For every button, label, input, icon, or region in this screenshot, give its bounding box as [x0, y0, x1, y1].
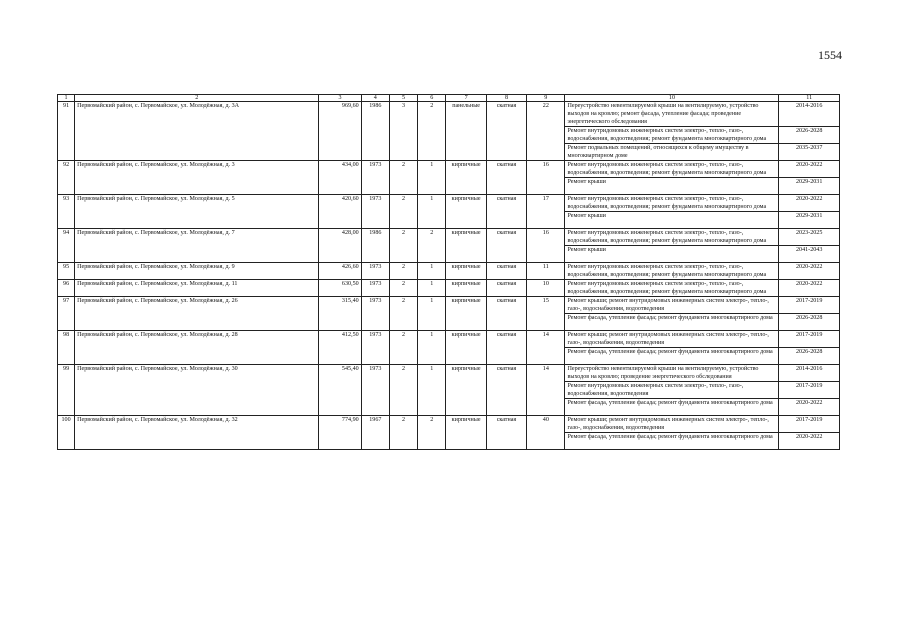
- area-cell: 428,00: [319, 229, 361, 263]
- entrances-cell: 2: [418, 102, 446, 161]
- roof-type-cell: скатная: [486, 195, 526, 229]
- wall-material-cell: кирпичные: [446, 365, 486, 416]
- wall-material-cell: панельные: [446, 102, 486, 161]
- table-row: [58, 365, 840, 382]
- repair-period-cell: 2026-2028: [779, 314, 840, 331]
- apartments-cell: 15: [527, 297, 565, 331]
- repair-period-cell: 2014-2016: [779, 102, 840, 127]
- floors-cell: 2: [389, 365, 417, 416]
- year-cell: 1973: [361, 297, 389, 331]
- area-cell: 545,40: [319, 365, 361, 416]
- repair-work-cell: Переустройство невентилируемой крыши на вентилируемую, устройство выходов на кровлю; проведение энергетического обследования: [565, 365, 779, 382]
- address-cell: Первомайский район, с. Первомайское, ул. Молодёжная, д. 28: [75, 331, 319, 365]
- column-number: 9: [527, 95, 565, 102]
- repair-work-cell: Ремонт крыши: [565, 246, 779, 263]
- repair-work-cell: Ремонт внутридомовых инженерных систем электро-, тепло-, газо-, водоснабжения, водоотведения; ремонт фундамента многоквартирного дома: [565, 229, 779, 246]
- column-number-row: [58, 95, 840, 102]
- row-number-cell: 95: [58, 263, 75, 280]
- wall-material-cell: кирпичные: [446, 416, 486, 450]
- roof-type-cell: скатная: [486, 161, 526, 195]
- year-cell: 1973: [361, 161, 389, 195]
- row-number-cell: 99: [58, 365, 75, 416]
- repair-period-cell: 2020-2022: [779, 195, 840, 212]
- repair-period-cell: 2020-2022: [779, 280, 840, 297]
- area-cell: 412,50: [319, 331, 361, 365]
- repair-work-cell: Ремонт внутридомовых инженерных систем электро-, тепло-, газо-, водоснабжения, водоотведения; ремонт фундамента многоквартирного дома: [565, 127, 779, 144]
- year-cell: 1973: [361, 365, 389, 416]
- repair-period-cell: 2026-2028: [779, 348, 840, 365]
- page-number: 1554: [818, 48, 842, 62]
- column-number: 11: [779, 95, 840, 102]
- apartments-cell: 10: [527, 280, 565, 297]
- row-number-cell: 92: [58, 161, 75, 195]
- entrances-cell: 1: [418, 365, 446, 416]
- year-cell: 1973: [361, 195, 389, 229]
- repair-period-cell: 2026-2028: [779, 127, 840, 144]
- repair-work-cell: Переустройство невентилируемой крыши на вентилируемую, устройство выходов на кровлю; ремонт фасада, утепление фасада; проведение энергетического обследования: [565, 102, 779, 127]
- repair-work-cell: Ремонт крыши; ремонт внутридомовых инженерных систем электро-, тепло-, газо-, водоснабжения, водоотведения: [565, 297, 779, 314]
- apartments-cell: 40: [527, 416, 565, 450]
- floors-cell: 2: [389, 416, 417, 450]
- wall-material-cell: кирпичные: [446, 280, 486, 297]
- repair-work-cell: Ремонт фасада, утепление фасада; ремонт фундамента многоквартирного дома: [565, 348, 779, 365]
- table-row: [58, 416, 840, 433]
- repair-period-cell: 2029-2031: [779, 212, 840, 229]
- repair-period-cell: 2017-2019: [779, 297, 840, 314]
- repair-work-cell: Ремонт крыши: [565, 212, 779, 229]
- table-row: [58, 331, 840, 348]
- area-cell: 774,90: [319, 416, 361, 450]
- address-cell: Первомайский район, с. Первомайское, ул. Молодёжная, д. 9: [75, 263, 319, 280]
- entrances-cell: 1: [418, 280, 446, 297]
- column-number: 8: [486, 95, 526, 102]
- area-cell: 969,60: [319, 102, 361, 161]
- wall-material-cell: кирпичные: [446, 161, 486, 195]
- area-cell: 420,60: [319, 195, 361, 229]
- repair-period-cell: 2020-2022: [779, 161, 840, 178]
- floors-cell: 2: [389, 229, 417, 263]
- wall-material-cell: кирпичные: [446, 263, 486, 280]
- floors-cell: 2: [389, 331, 417, 365]
- repair-period-cell: 2020-2022: [779, 433, 840, 450]
- column-number: 10: [565, 95, 779, 102]
- apartments-cell: 16: [527, 161, 565, 195]
- entrances-cell: 1: [418, 161, 446, 195]
- roof-type-cell: скатная: [486, 416, 526, 450]
- repair-period-cell: 2029-2031: [779, 178, 840, 195]
- column-number: 7: [446, 95, 486, 102]
- apartments-cell: 22: [527, 102, 565, 161]
- repair-period-cell: 2017-2019: [779, 331, 840, 348]
- column-number: 5: [389, 95, 417, 102]
- address-cell: Первомайский район, с. Первомайское, ул. Молодёжная, д. 5: [75, 195, 319, 229]
- year-cell: 1986: [361, 102, 389, 161]
- repair-period-cell: 2014-2016: [779, 365, 840, 382]
- table-row: [58, 229, 840, 246]
- entrances-cell: 1: [418, 263, 446, 280]
- roof-type-cell: скатная: [486, 280, 526, 297]
- row-number-cell: 97: [58, 297, 75, 331]
- floors-cell: 2: [389, 297, 417, 331]
- floors-cell: 2: [389, 280, 417, 297]
- repair-work-cell: Ремонт внутридомовых инженерных систем электро-, тепло-, газо-, водоснабжения, водоотведения; ремонт фундамента многоквартирного дома: [565, 195, 779, 212]
- repair-period-cell: 2020-2022: [779, 399, 840, 416]
- entrances-cell: 2: [418, 229, 446, 263]
- roof-type-cell: скатная: [486, 263, 526, 280]
- repair-work-cell: Ремонт внутридомовых инженерных систем электро-, тепло-, газо-, водоснабжения, водоотведения; ремонт фундамента многоквартирного дома: [565, 161, 779, 178]
- repair-work-cell: Ремонт крыши: [565, 178, 779, 195]
- floors-cell: 2: [389, 161, 417, 195]
- entrances-cell: 1: [418, 297, 446, 331]
- area-cell: 426,60: [319, 263, 361, 280]
- table-row: [58, 102, 840, 127]
- apartments-cell: 17: [527, 195, 565, 229]
- repair-work-cell: Ремонт фасада, утепление фасада; ремонт фундамента многоквартирного дома: [565, 314, 779, 331]
- year-cell: 1967: [361, 416, 389, 450]
- repair-period-cell: 2020-2022: [779, 263, 840, 280]
- repair-period-cell: 2023-2025: [779, 229, 840, 246]
- entrances-cell: 2: [418, 416, 446, 450]
- address-cell: Первомайский район, с. Первомайское, ул. Молодёжная, д. 32: [75, 416, 319, 450]
- year-cell: 1973: [361, 263, 389, 280]
- address-cell: Первомайский район, с. Первомайское, ул. Молодёжная, д. 3: [75, 161, 319, 195]
- column-number: 4: [361, 95, 389, 102]
- repair-work-cell: Ремонт подвальных помещений, относящихся к общему имуществу в многоквартирном доме: [565, 144, 779, 161]
- apartments-cell: 11: [527, 263, 565, 280]
- apartments-cell: 16: [527, 229, 565, 263]
- column-number: 1: [58, 95, 75, 102]
- housing-repair-table: [57, 94, 840, 450]
- column-number: 6: [418, 95, 446, 102]
- apartments-cell: 14: [527, 365, 565, 416]
- floors-cell: 2: [389, 195, 417, 229]
- wall-material-cell: кирпичные: [446, 195, 486, 229]
- row-number-cell: 96: [58, 280, 75, 297]
- table-row: [58, 161, 840, 178]
- repair-work-cell: Ремонт фасада, утепление фасада; ремонт фундамента многоквартирного дома: [565, 433, 779, 450]
- repair-work-cell: Ремонт крыши; ремонт внутридомовых инженерных систем электро-, тепло-, газо-, водоснабжения, водоотведения: [565, 416, 779, 433]
- table-body: [58, 102, 840, 450]
- row-number-cell: 93: [58, 195, 75, 229]
- repair-work-cell: Ремонт внутридомовых инженерных систем электро-, тепло-, газо-, водоснабжения, водоотведения; ремонт фундамента многоквартирного дома: [565, 280, 779, 297]
- roof-type-cell: скатная: [486, 297, 526, 331]
- wall-material-cell: кирпичные: [446, 297, 486, 331]
- table-row: [58, 195, 840, 212]
- area-cell: 315,40: [319, 297, 361, 331]
- row-number-cell: 91: [58, 102, 75, 161]
- address-cell: Первомайский район, с. Первомайское, ул. Молодёжная, д. 3А: [75, 102, 319, 161]
- address-cell: Первомайский район, с. Первомайское, ул. Молодёжная, д. 30: [75, 365, 319, 416]
- address-cell: Первомайский район, с. Первомайское, ул. Молодёжная, д. 7: [75, 229, 319, 263]
- wall-material-cell: кирпичные: [446, 229, 486, 263]
- address-cell: Первомайский район, с. Первомайское, ул. Молодёжная, д. 11: [75, 280, 319, 297]
- repair-work-cell: Ремонт фасада, утепление фасада; ремонт фундамента многоквартирного дома: [565, 399, 779, 416]
- repair-work-cell: Ремонт внутридомовых инженерных систем электро-, тепло-, газо-, водоснабжения, водоотведения; ремонт фундамента многоквартирного дома: [565, 263, 779, 280]
- address-cell: Первомайский район, с. Первомайское, ул. Молодёжная, д. 26: [75, 297, 319, 331]
- entrances-cell: 1: [418, 195, 446, 229]
- year-cell: 1986: [361, 229, 389, 263]
- roof-type-cell: скатная: [486, 229, 526, 263]
- column-number: 3: [319, 95, 361, 102]
- year-cell: 1973: [361, 280, 389, 297]
- entrances-cell: 1: [418, 331, 446, 365]
- table-row: [58, 263, 840, 280]
- repair-period-cell: 2041-2043: [779, 246, 840, 263]
- area-cell: 630,50: [319, 280, 361, 297]
- column-number: 2: [75, 95, 319, 102]
- roof-type-cell: скатная: [486, 331, 526, 365]
- table-row: [58, 280, 840, 297]
- floors-cell: 3: [389, 102, 417, 161]
- table-row: [58, 297, 840, 314]
- year-cell: 1973: [361, 331, 389, 365]
- apartments-cell: 14: [527, 331, 565, 365]
- repair-work-cell: Ремонт внутридомовых инженерных систем электро-, тепло-, газо-, водоснабжения, водоотведения: [565, 382, 779, 399]
- repair-period-cell: 2017-2019: [779, 382, 840, 399]
- floors-cell: 2: [389, 263, 417, 280]
- repair-work-cell: Ремонт крыши; ремонт внутридомовых инженерных систем электро-, тепло-, газо-, водоснабжения, водоотведения: [565, 331, 779, 348]
- row-number-cell: 98: [58, 331, 75, 365]
- roof-type-cell: скатная: [486, 365, 526, 416]
- wall-material-cell: кирпичные: [446, 331, 486, 365]
- repair-period-cell: 2035-2037: [779, 144, 840, 161]
- area-cell: 434,00: [319, 161, 361, 195]
- repair-period-cell: 2017-2019: [779, 416, 840, 433]
- roof-type-cell: скатная: [486, 102, 526, 161]
- row-number-cell: 94: [58, 229, 75, 263]
- row-number-cell: 100: [58, 416, 75, 450]
